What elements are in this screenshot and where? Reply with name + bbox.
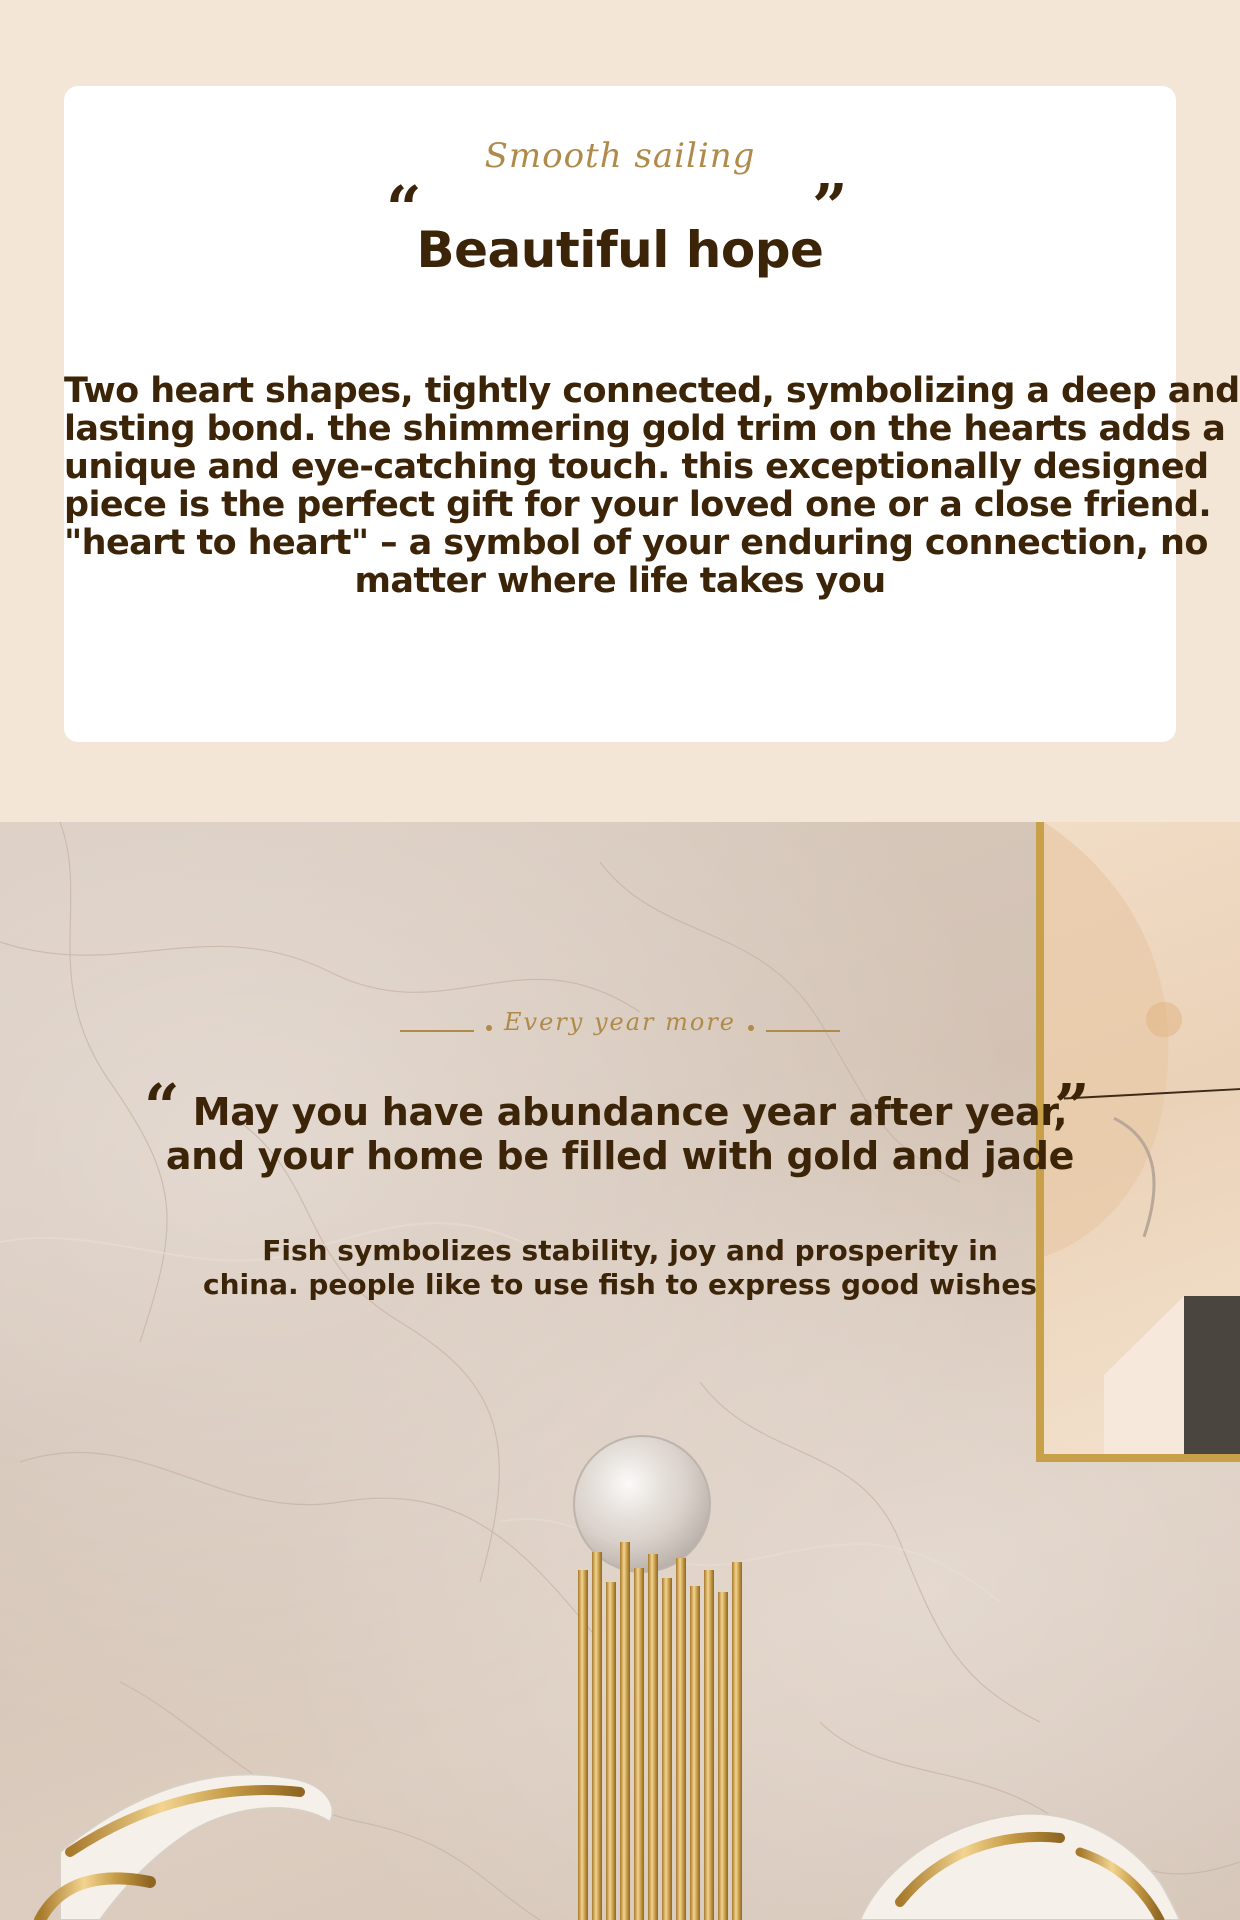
card-heading: Beautiful hope	[416, 221, 824, 279]
card-body-line: unique and eye-catching touch. this exceptionally designed	[64, 447, 1209, 487]
card-body-text	[64, 371, 1240, 601]
card-body-line: piece is the perfect gift for your loved one or a close friend.	[64, 485, 1212, 525]
section-script-title: Every year more	[504, 1008, 736, 1036]
product-photo-section	[0, 822, 1240, 1920]
card-body-line: "heart to heart" – a symbol of your enduring connection, no	[64, 523, 1208, 563]
open-quote-mark: “	[144, 1070, 180, 1143]
card-body-line: lasting bond. the shimmering gold trim on the hearts adds a	[64, 409, 1226, 449]
close-quote-mark: ”	[812, 170, 848, 243]
card-body-line: Two heart shapes, tightly connected, symbolizing a deep and	[64, 371, 1240, 411]
section-heading-line: May you have abundance year after year,	[192, 1090, 1068, 1134]
top-section	[0, 0, 1240, 822]
open-quote-mark: “	[386, 172, 422, 245]
card-body-line: matter where life takes you	[354, 561, 886, 601]
section-heading-line: and your home be filled with gold and jade	[165, 1134, 1075, 1178]
card-script-title: Smooth sailing	[484, 136, 756, 176]
section-heading	[0, 1090, 1240, 1178]
intro-card	[64, 86, 1240, 742]
fish-ornament-product	[0, 1382, 1240, 1920]
section-body-line: china. people like to use fish to express good wishes	[203, 1268, 1037, 1301]
section-body-text	[0, 1234, 1240, 1302]
section-body-line: Fish symbolizes stability, joy and prosperity in	[262, 1234, 998, 1267]
close-quote-mark: ”	[1054, 1070, 1090, 1143]
